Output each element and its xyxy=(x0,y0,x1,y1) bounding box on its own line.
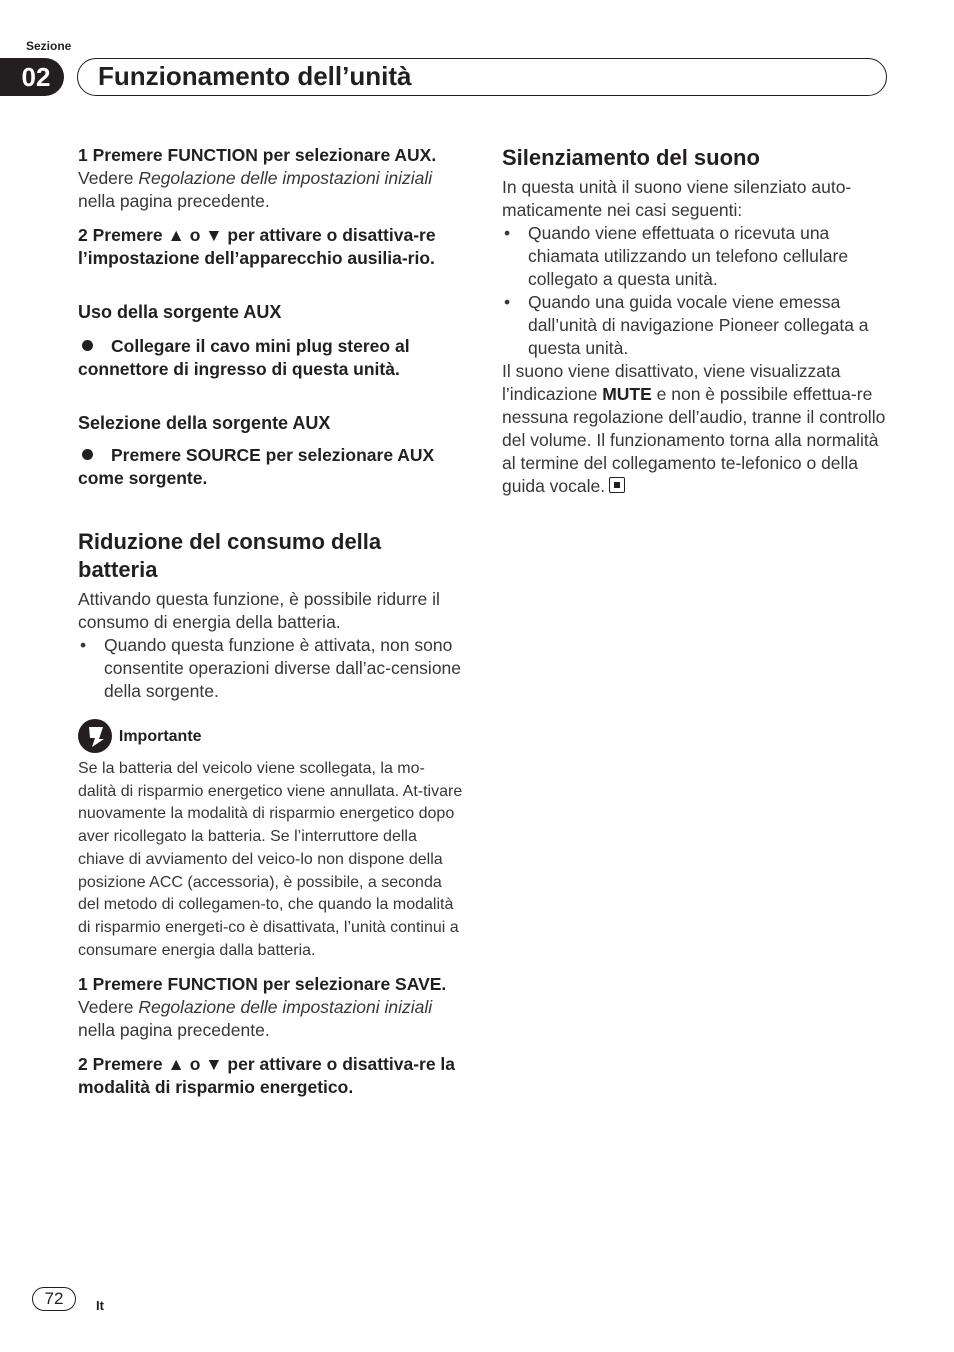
uso-instruction: Collegare il cavo mini plug stereo al connettore di ingresso di questa unità. xyxy=(78,336,410,379)
uso-heading: Uso della sorgente AUX xyxy=(78,302,282,322)
chapter-title-box xyxy=(77,58,887,96)
page-number: 72 xyxy=(32,1287,76,1311)
importante-text: Se la batteria del veicolo viene scollegata, la mo-dalità di risparmio energetico viene annullata. At-tivare nuovamente la modalità di risparmio energetico dopo aver ricollegato la batteria. Se l’interruttore della chiave di avviamento del veico-lo non dispone della posizione ACC (accessoria), è possibile, a seconda del metodo di collegamen-to, che quando la modalità di risparmio energeti-co è disattivata, l’unità continui a consumare energia dalla batteria. xyxy=(78,760,463,959)
importante-label: Importante xyxy=(118,727,202,745)
aux-step-1-reference: Vedere Regolazione delle impostazioni iniziali nella pagina precedente. xyxy=(78,168,433,211)
silenziamento-bullet-2: • Quando una guida vocale viene emessa dall’unità di navigazione Pioneer collegata a questa unità. xyxy=(504,292,869,358)
aux-step-2: 2 Premere ▲ o ▼ per attivare o disattiva-re l’impostazione dell’apparecchio ausilia-rio. xyxy=(78,225,436,268)
selezione-heading: Selezione della sorgente AUX xyxy=(78,413,331,433)
save-step-2: 2 Premere ▲ o ▼ per attivare o disattiva-re la modalità di risparmio energetico. xyxy=(78,1054,456,1098)
aux-step-1: 1 Premere FUNCTION per selezionare AUX. xyxy=(78,145,437,165)
selezione-instruction: Premere SOURCE per selezionare AUX come sorgente. xyxy=(78,445,435,488)
left-column xyxy=(78,144,463,1099)
save-step-1-reference: Vedere Regolazione delle impostazioni iniziali nella pagina precedente. xyxy=(78,997,433,1041)
silenziamento-outro: Il suono viene disattivato, viene visualizzata l’indicazione MUTE e non è possibile effettua-re nessuna regolazione dell’audio, tranne il controllo del volume. Il funzionamento torna alla normalità al termine del collegamento te-lefonico o della guida vocale. xyxy=(502,361,886,496)
importante-icon xyxy=(78,719,112,753)
bullet-dot-icon xyxy=(82,449,93,460)
silenziamento-heading: Silenziamento del suono xyxy=(502,145,760,170)
language-code: It xyxy=(96,1298,104,1313)
riduzione-heading: Riduzione del consumo della batteria xyxy=(78,529,382,582)
silenziamento-intro: In questa unità il suono viene silenziato auto-maticamente nei casi seguenti: xyxy=(502,177,852,220)
importante-header xyxy=(78,719,463,755)
silenziamento-bullet-1: • Quando viene effettuata o ricevuta una chiamata utilizzando un telefono cellulare collegato a questa unità. xyxy=(504,223,849,289)
bullet-dot-icon xyxy=(82,340,93,351)
riduzione-intro: Attivando questa funzione, è possibile ridurre il consumo di energia della batteria. xyxy=(78,589,440,632)
end-mark-icon xyxy=(609,477,625,493)
save-step-1: 1 Premere FUNCTION per selezionare SAVE. xyxy=(78,974,447,995)
right-column xyxy=(502,144,887,498)
section-label: Sezione xyxy=(26,39,72,53)
chapter-title: Funzionamento dell’unità xyxy=(98,61,412,91)
section-number-badge: 02 xyxy=(0,58,64,96)
riduzione-bullet: • Quando questa funzione è attivata, non sono consentite operazioni diverse dall’ac-censione della sorgente. xyxy=(80,635,462,701)
